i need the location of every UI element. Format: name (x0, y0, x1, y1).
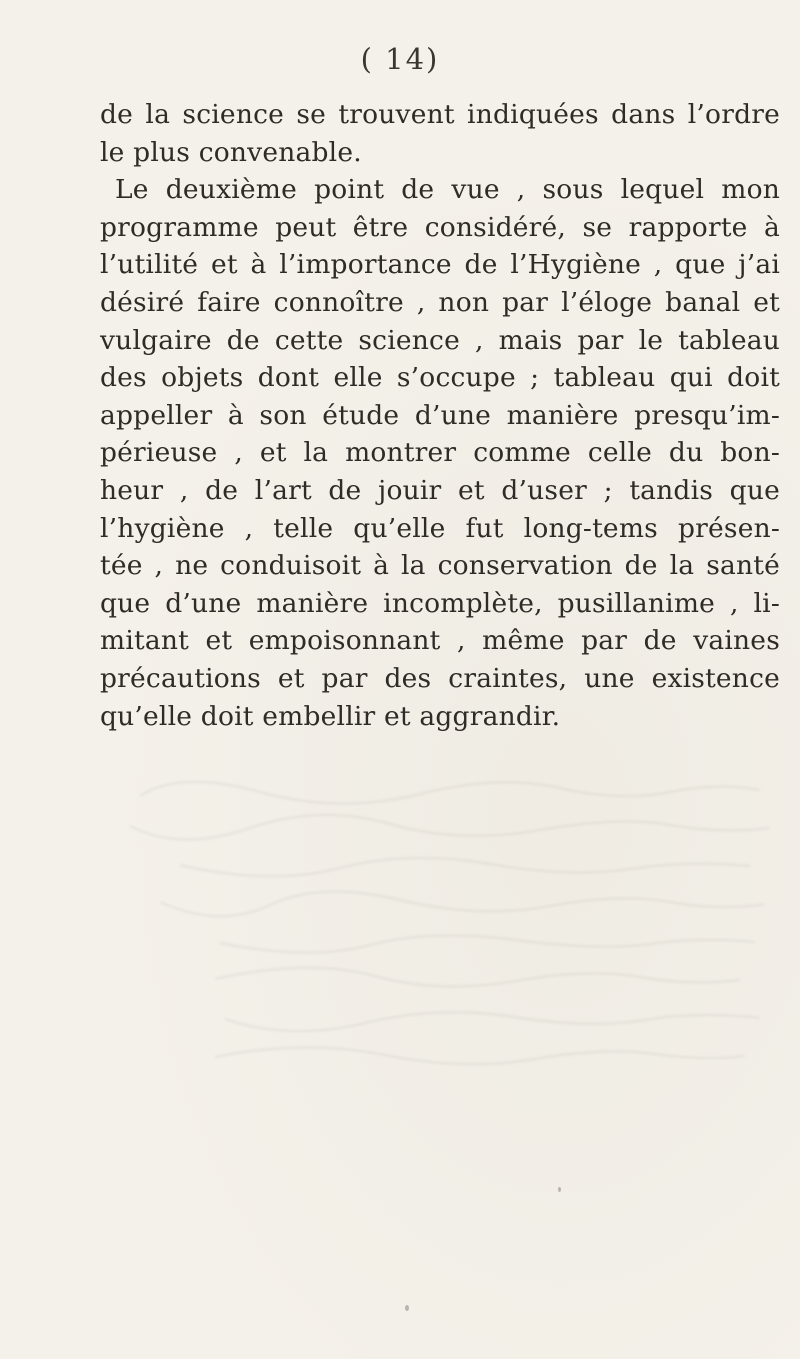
text-line: périeuse , et la montrer comme celle du bon- (100, 437, 780, 469)
text-line: qu’elle doit embellir et aggrandir. (100, 700, 561, 732)
text-line: appeller à son étude d’une manière presqu’im- (100, 399, 780, 431)
text-line: que d’une manière incomplète, pusillanime , li- (100, 587, 780, 619)
page-number: ( 14) (360, 42, 440, 76)
text-line: mitant et empoisonnant , même par de vaines (100, 625, 780, 657)
text-line: des objets dont elle s’occupe ; tableau qui doit (100, 362, 780, 394)
text-line: l’utilité et à l’importance de l’Hygiène , que j’ai (100, 249, 780, 281)
text-line: l’hygiène , telle qu’elle fut long-tems présen- (100, 512, 780, 544)
text-line: programme peut être considéré, se rapporte à (100, 211, 780, 243)
ink-speck (405, 1305, 409, 1311)
text-line: le plus convenable. (100, 136, 362, 168)
text-line: tée , ne conduisoit à la conservation de la santé (100, 550, 780, 582)
body-text (100, 96, 780, 735)
text-line: vulgaire de cette science , mais par le tableau (100, 324, 780, 356)
show-through-texture (100, 760, 780, 1200)
text-line: désiré faire connoître , non par l’éloge banal et (100, 286, 780, 318)
ink-speck (558, 1187, 561, 1192)
paragraph-start-line: Le deuxième point de vue , sous lequel mon (115, 174, 780, 206)
text-line: heur , de l’art de jouir et d’user ; tandis que (100, 474, 780, 506)
show-through-strokes (100, 760, 780, 1200)
text-line: de la science se trouvent indiquées dans l’ordre (100, 99, 780, 130)
text-line: précautions et par des craintes, une existence (100, 662, 780, 694)
